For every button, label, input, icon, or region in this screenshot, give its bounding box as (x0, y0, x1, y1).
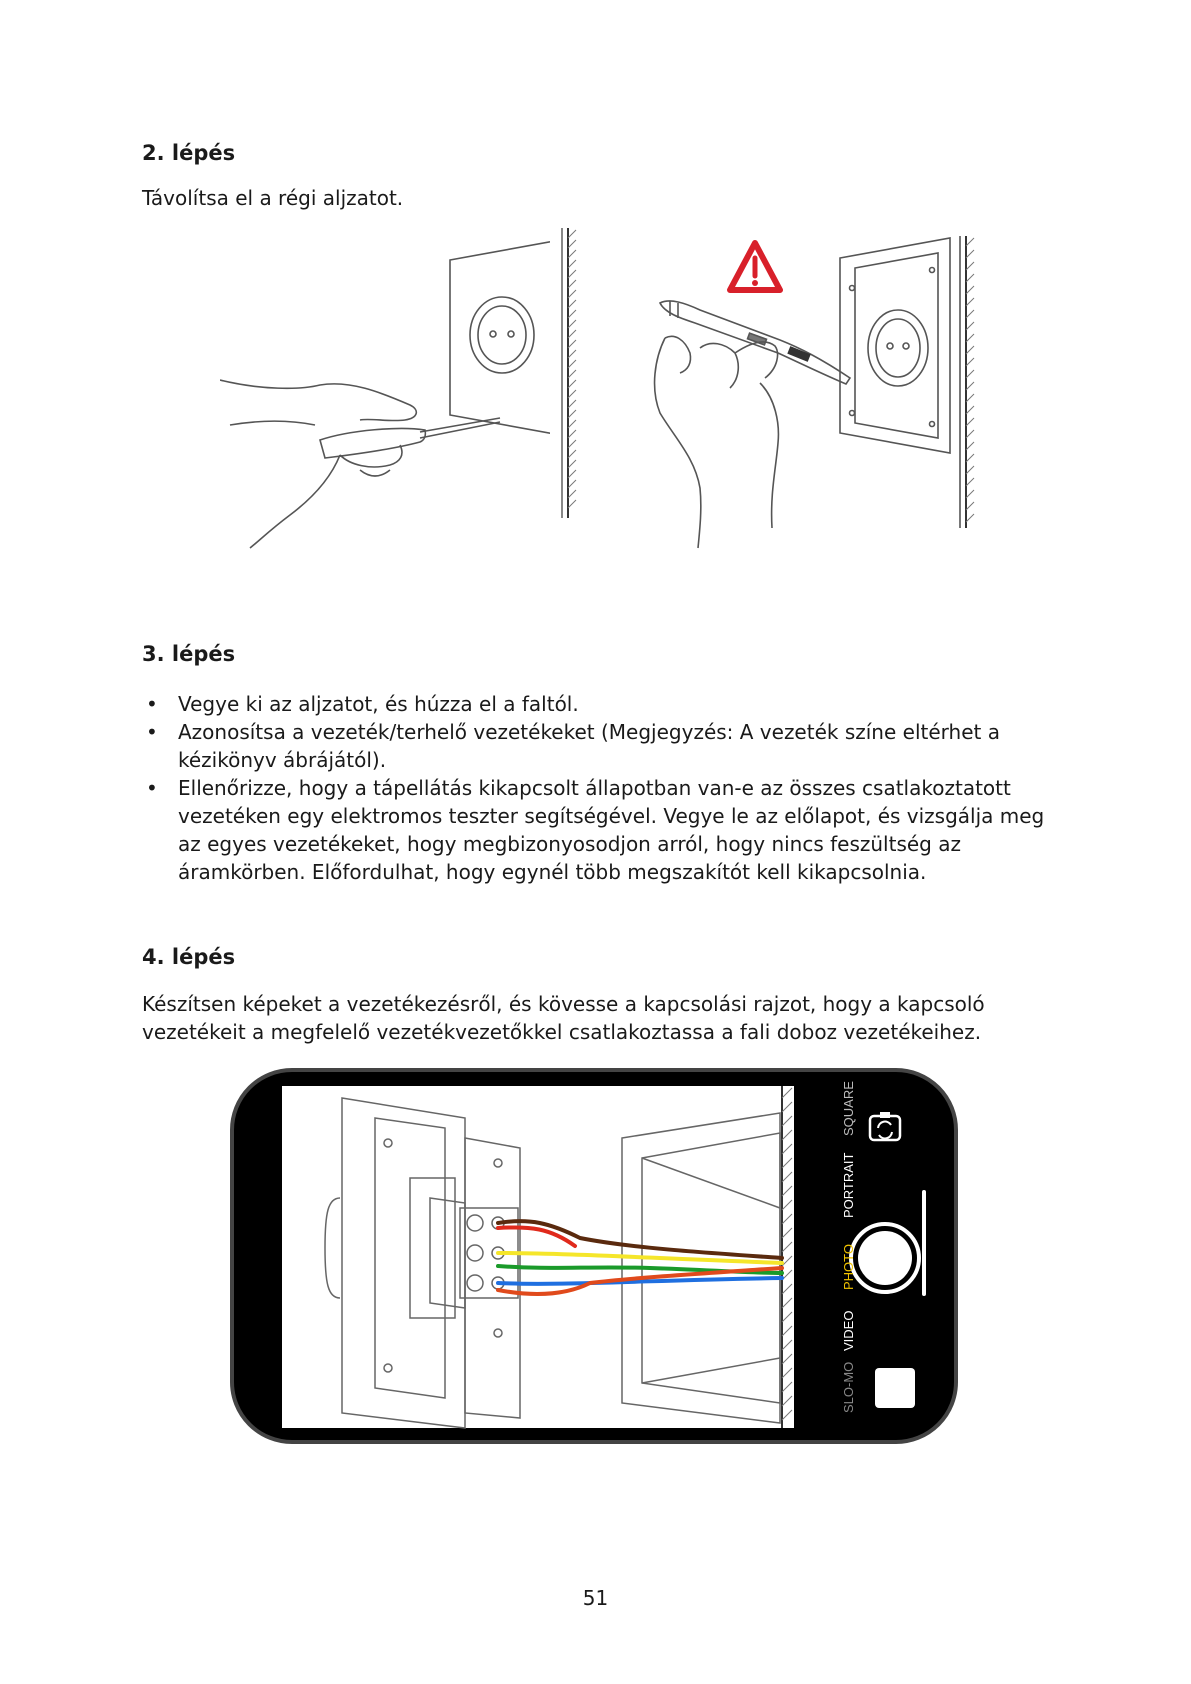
bullet-dot: • (146, 692, 158, 716)
socket-face (470, 297, 534, 373)
mode-video[interactable]: VIDEO (841, 1310, 856, 1351)
step3-heading: 3. lépés (142, 642, 236, 666)
warning-icon (730, 243, 780, 290)
socket-face-2 (868, 310, 928, 386)
step2-heading: 2. lépés (142, 141, 236, 165)
list-item (142, 690, 1062, 718)
page-number: 51 (582, 1586, 609, 1610)
phone-camera-illustration (230, 1068, 960, 1448)
mode-photo[interactable]: PHOTO (841, 1244, 856, 1290)
screwdriver-wall-detail (560, 228, 590, 528)
mode-square[interactable]: SQUARE (841, 1081, 856, 1136)
gallery-thumbnail[interactable] (875, 1368, 915, 1408)
bullet-text: Azonosítsa a vezeték/terhelő vezetékeket (Megjegyzés: A vezeték színe eltérhet a kézikönyv ábrájától). (178, 720, 1000, 772)
socket-frame (840, 238, 950, 453)
bullet-dot: • (146, 776, 158, 800)
step4-heading: 4. lépés (142, 945, 236, 969)
screwdriver-handle (320, 428, 425, 458)
tester-illustration (640, 228, 990, 568)
camera-viewfinder (282, 1086, 794, 1428)
socket-plate (450, 240, 550, 435)
mode-slo-mo[interactable]: SLO-MO (841, 1361, 856, 1413)
step4-text: Készítsen képeket a vezetékezésről, és kövesse a kapcsolási rajzot, hogy a kapcsoló vezetékeit a megfelelő vezetékvezetőkkel csatlakoztassa a fali doboz vezetékeihez. (142, 992, 985, 1044)
bullet-text: Ellenőrizze, hogy a tápellátás kikapcsolt állapotban van-e az összes csatlakoztatott vezetéken egy elektromos teszter segítségével. Vegye le az előlapot, és vizsgálja meg az egyes vezetékeket, hogy megbizonyosodjon arról, hogy nincs feszültség az áramkörben. Előfordulhat, hogy egynél több megszakítót kell kikapcsolnia. (178, 776, 1045, 884)
remove-socket-illustration (220, 230, 550, 570)
mode-portrait[interactable]: PORTRAIT (841, 1152, 856, 1218)
zoom-slider[interactable] (922, 1190, 926, 1296)
bullet-text: Vegye ki az aljzatot, és húzza el a faltól. (178, 692, 579, 716)
list-item (142, 718, 1062, 774)
bullet-dot: • (146, 720, 158, 744)
step2-text: Távolítsa el a régi aljzatot. (142, 186, 404, 210)
list-item (142, 774, 1062, 886)
step3-bullet-list (142, 690, 1062, 886)
